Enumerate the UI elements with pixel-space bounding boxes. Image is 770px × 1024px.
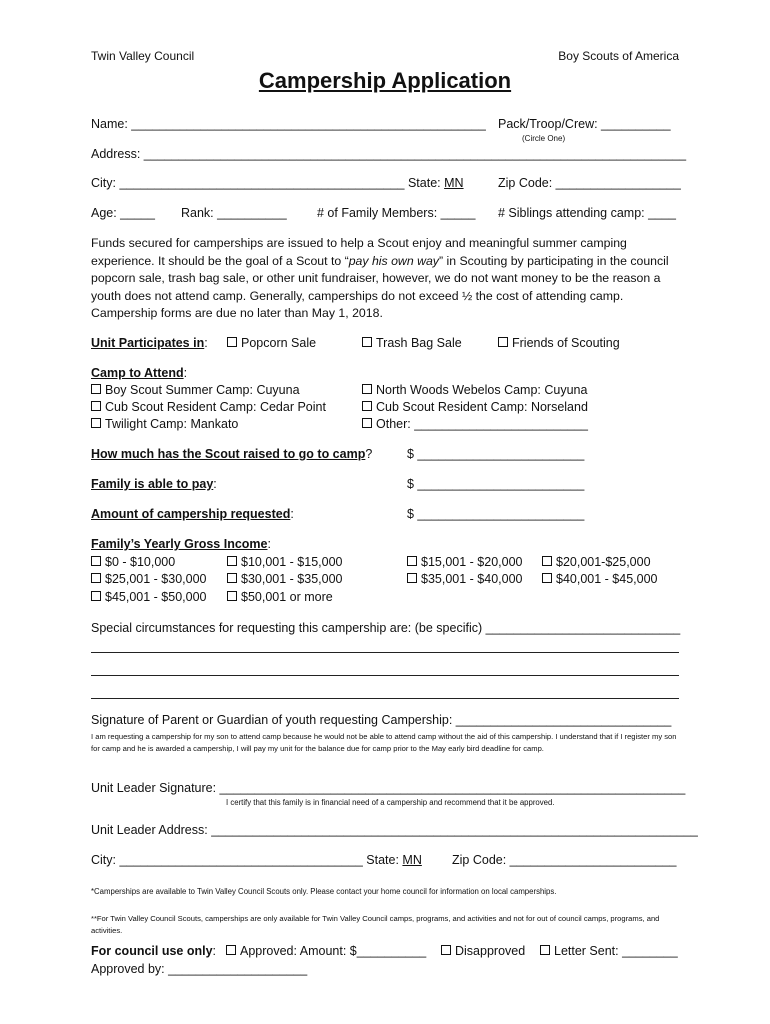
checkbox[interactable] — [91, 418, 101, 428]
option-friends[interactable] — [498, 336, 620, 350]
option-label: $20,001-$25,000 — [556, 555, 651, 569]
family-pay-text: Family is able to pay — [91, 477, 214, 491]
checkbox[interactable] — [91, 591, 101, 601]
income-option[interactable] — [91, 590, 206, 604]
option-label: $15,001 - $20,000 — [421, 555, 523, 569]
page-title: Campership Application — [258, 68, 512, 93]
income-option[interactable] — [227, 572, 342, 586]
org-name: Boy Scouts of America — [558, 49, 679, 63]
checkbox[interactable] — [227, 573, 237, 583]
checkbox[interactable] — [91, 556, 101, 566]
intro-part-2: ” in Scouting by participating in the council popcorn sale, trash bag sale, or other unit fundraiser, however, we do not want money to be the reason a youth does not attend camp. Generally, camperships do not exceed ½ the cost of attending camp. Campership forms are due no later than May 1, 2018. — [91, 253, 669, 320]
option-label: Other: _________________________ — [376, 417, 589, 431]
checkbox[interactable] — [227, 337, 237, 347]
approved-by-field[interactable]: Approved by: ____________________ — [91, 962, 308, 976]
option-label: Cub Scout Resident Camp: Norseland — [376, 400, 588, 414]
camp-option[interactable] — [362, 400, 588, 414]
intro-part-1: Funds secured for camperships are issued to help a Scout enjoy and meaningful summer camping experience. It should be the goal of a Scout to “ — [91, 236, 627, 268]
letter-sent-field[interactable] — [540, 944, 678, 958]
income-option[interactable] — [227, 590, 333, 604]
raised-amount-field[interactable]: $ ________________________ — [407, 447, 585, 461]
family-pay-field[interactable]: $ ________________________ — [407, 477, 585, 491]
camp-option-other[interactable] — [362, 417, 588, 431]
income-option[interactable] — [91, 555, 175, 569]
camp-label-text: Camp to Attend — [91, 366, 184, 380]
checkbox[interactable] — [362, 418, 372, 428]
blank-line[interactable] — [91, 698, 679, 699]
option-label: $0 - $10,000 — [105, 555, 176, 569]
income-option[interactable] — [407, 555, 522, 569]
income-label-colon: : — [267, 537, 271, 551]
raised-suffix: ? — [365, 447, 373, 461]
approved-label: Approved: Amount: $__________ — [240, 944, 427, 958]
state-value: MN — [444, 176, 464, 190]
option-label: $30,001 - $35,000 — [241, 572, 343, 586]
checkbox[interactable] — [362, 384, 372, 394]
option-trash-bag[interactable] — [362, 336, 462, 350]
amount-requested-field[interactable]: $ ________________________ — [407, 507, 585, 521]
pack-troop-crew-field[interactable]: Pack/Troop/Crew: __________ — [498, 117, 671, 131]
option-label: Trash Bag Sale — [376, 336, 462, 350]
letter-sent-label: Letter Sent: ________ — [554, 944, 678, 958]
camp-label-colon: : — [183, 366, 188, 380]
blank-line[interactable] — [91, 652, 679, 653]
name-field[interactable]: Name: ___________________________________________________ — [91, 117, 486, 131]
checkbox[interactable] — [441, 945, 451, 955]
checkbox[interactable] — [540, 945, 550, 955]
option-label: $45,001 - $50,000 — [105, 590, 207, 604]
note-2: **For Twin Valley Council Scouts, camperships are only available for Twin Valley Council camps, programs, and activities and not for out of council camps, programs, and activities. — [91, 914, 660, 935]
leader-note: I certify that this family is in financial need of a campership and recommend that it be approved. — [226, 798, 555, 807]
intro-paragraph — [91, 235, 683, 323]
income-label-text: Family’s Yearly Gross Income — [91, 537, 268, 551]
camp-option[interactable] — [362, 383, 587, 397]
raised-label — [91, 447, 372, 461]
rank-field[interactable]: Rank: __________ — [181, 206, 287, 220]
income-label — [91, 537, 271, 551]
income-option[interactable] — [407, 572, 522, 586]
checkbox[interactable] — [498, 337, 508, 347]
unit-participates-text: Unit Participates in — [91, 336, 205, 350]
council-use-colon: : — [212, 944, 217, 958]
camp-option[interactable] — [91, 400, 326, 414]
amount-requested-suffix: : — [290, 507, 294, 521]
special-circumstances-field[interactable]: Special circumstances for requesting this campership are: (be specific) ____________________________ — [91, 621, 681, 635]
circle-one-note: (Circle One) — [522, 134, 566, 143]
intro-italic: pay his own way — [348, 253, 439, 268]
option-label: Popcorn Sale — [241, 336, 317, 350]
income-option[interactable] — [91, 572, 206, 586]
checkbox[interactable] — [226, 945, 236, 955]
council-use-text: For council use only — [91, 944, 213, 958]
city-state-field[interactable] — [91, 176, 464, 190]
disapproved-label: Disapproved — [455, 944, 526, 958]
option-label: $50,001 or more — [241, 590, 333, 604]
unit-leader-address-field[interactable]: Unit Leader Address: ______________________________________________________________________ — [91, 823, 698, 837]
checkbox[interactable] — [407, 556, 417, 566]
city-label: City: _________________________________________ State: — [91, 176, 445, 190]
checkbox[interactable] — [91, 384, 101, 394]
checkbox[interactable] — [227, 591, 237, 601]
option-label: Twilight Camp: Mankato — [105, 417, 239, 431]
income-option[interactable] — [227, 555, 342, 569]
unit-participates-label — [91, 336, 208, 350]
unit-participates-colon: : — [204, 336, 208, 350]
unit-leader-signature-field[interactable]: Unit Leader Signature: ___________________________________________________________________ — [91, 781, 686, 795]
income-option[interactable] — [542, 555, 651, 569]
approved-field[interactable] — [226, 944, 426, 958]
option-label: $10,001 - $15,000 — [241, 555, 343, 569]
blank-line[interactable] — [91, 675, 679, 676]
family-pay-suffix: : — [213, 477, 217, 491]
option-label: $25,001 - $30,000 — [105, 572, 207, 586]
checkbox[interactable] — [407, 573, 417, 583]
city-state-field-2[interactable] — [91, 853, 422, 867]
raised-text: How much has the Scout raised to go to camp — [91, 447, 366, 461]
amount-requested-label — [91, 507, 294, 521]
option-label: Friends of Scouting — [512, 336, 620, 350]
camp-option[interactable] — [91, 383, 300, 397]
disapproved-field[interactable] — [441, 944, 525, 958]
age-field[interactable]: Age: _____ — [91, 206, 155, 220]
zip-field[interactable]: Zip Code: __________________ — [498, 176, 681, 190]
checkbox[interactable] — [362, 337, 372, 347]
address-field[interactable]: Address: ______________________________________________________________________________ — [91, 147, 687, 161]
checkbox[interactable] — [542, 573, 552, 583]
checkbox[interactable] — [91, 401, 101, 411]
council-use-label — [91, 944, 216, 958]
checkbox[interactable] — [542, 556, 552, 566]
amount-requested-text: Amount of campership requested — [91, 507, 291, 521]
family-pay-label — [91, 477, 217, 491]
note-1: *Camperships are available to Twin Valley Council Scouts only. Please contact your home council for information on local camperships. — [91, 887, 557, 896]
camp-label — [91, 366, 187, 380]
zip-field-2[interactable]: Zip Code: ________________________ — [452, 853, 677, 867]
camp-option[interactable] — [91, 417, 238, 431]
option-label: North Woods Webelos Camp: Cuyuna — [376, 383, 588, 397]
parent-signature-field[interactable]: Signature of Parent or Guardian of youth requesting Campership: _______________________________ — [91, 713, 672, 727]
option-popcorn[interactable] — [227, 336, 316, 350]
siblings-field[interactable]: # Siblings attending camp: ____ — [498, 206, 676, 220]
checkbox[interactable] — [227, 556, 237, 566]
family-members-field[interactable]: # of Family Members: _____ — [317, 206, 476, 220]
income-option[interactable] — [542, 572, 657, 586]
option-label: Boy Scout Summer Camp: Cuyuna — [105, 383, 300, 397]
council-name: Twin Valley Council — [91, 49, 195, 63]
option-label: $40,001 - $45,000 — [556, 572, 658, 586]
checkbox[interactable] — [91, 573, 101, 583]
state-value-2: MN — [402, 853, 422, 867]
city-label-2: City: ___________________________________ State: — [91, 853, 403, 867]
option-label: Cub Scout Resident Camp: Cedar Point — [105, 400, 326, 414]
parent-note: I am requesting a campership for my son to attend camp because he would not be able to attend camp without the aid of this campership. I understand that if I register my son for camp and he is awarded a campership, I will pay my unit for the balance due for camp prior to the May early bird deadline for camp. — [91, 732, 677, 753]
option-label: $35,001 - $40,000 — [421, 572, 523, 586]
checkbox[interactable] — [362, 401, 372, 411]
